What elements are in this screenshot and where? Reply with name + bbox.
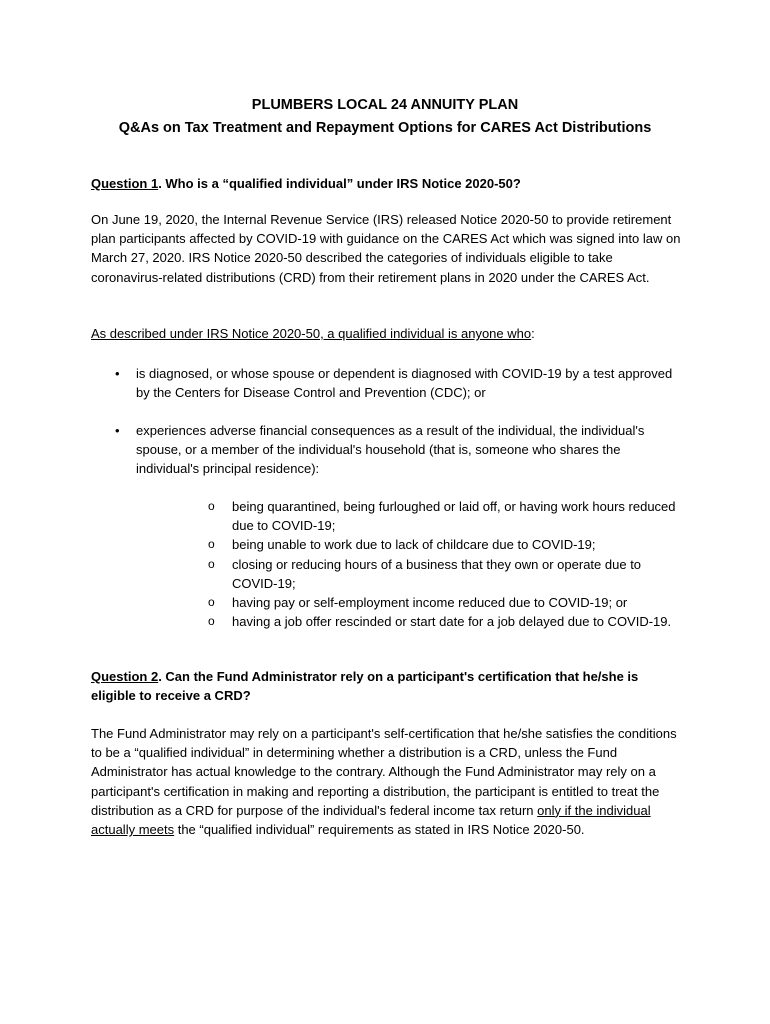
question-2-answer-part-1: The Fund Administrator may rely on a participant's self-certification that he/she satisfies the conditions to be a “qualified individual” in determining whether a distribution is a CRD, unless the Fund Administrator has actual knowledge to the contrary. Although the Fund Administrator may rely on a participant's certification in making and reporting a distribution, the participant is entitled to treat the distribution as a CRD for purpose of the individual's federal income tax return (91, 726, 677, 818)
question-1-text: . Who is a “qualified individual” under IRS Notice 2020-50? (158, 176, 521, 191)
consequence-text: having a job offer rescinded or start date for a job delayed due to COVID-19. (232, 614, 672, 630)
consequence-text: being unable to work due to lack of childcare due to COVID-19; (232, 537, 596, 553)
list-item (208, 535, 678, 554)
criteria-text: is diagnosed, or whose spouse or dependent is diagnosed with COVID-19 by a test approved by the Centers for Disease Control and Prevention (CDC); or (136, 366, 673, 401)
qualified-individual-lead-colon: : (531, 326, 535, 341)
circle-bullet-icon: o (208, 614, 215, 629)
circle-bullet-icon: o (208, 556, 215, 571)
question-1-answer: On June 19, 2020, the Internal Revenue Service (IRS) released Notice 2020-50 to provide retirement plan participants affected by COVID-19 with guidance on the CARES Act which was signed into law on March 27, 2020. IRS Notice 2020-50 described the categories of individuals eligible to take coronavirus-related distributions (CRD) from their retirement plans in 2020 under the CARES Act. (91, 212, 681, 285)
consequence-text: being quarantined, being furloughed or laid off, or having work hours reduced due to COVID-19; (232, 499, 676, 534)
consequence-text: having pay or self-employment income reduced due to COVID-19; or (232, 595, 628, 611)
list-item (208, 593, 678, 612)
criteria-text: experiences adverse financial consequences as a result of the individual, the individual's spouse, or a member of the individual's household (that is, someone who shares the individual's principal residence): (136, 423, 645, 477)
consequence-text: closing or reducing hours of a business that they own or operate due to COVID-19; (232, 556, 642, 591)
circle-bullet-icon: o (208, 537, 215, 552)
criteria-list-part-1 (112, 364, 687, 402)
circle-bullet-icon: o (208, 595, 215, 610)
qualified-individual-lead-text: As described under IRS Notice 2020-50, a qualified individual is anyone who (91, 326, 532, 341)
question-2-answer (91, 724, 687, 839)
circle-bullet-icon: o (208, 499, 215, 513)
question-1-heading (91, 174, 691, 193)
question-2-heading (91, 667, 671, 705)
list-item (208, 612, 678, 631)
list-item (112, 421, 687, 479)
list-item (112, 364, 687, 402)
list-item (208, 555, 678, 593)
adverse-consequences-list (208, 497, 678, 631)
list-item (208, 497, 678, 535)
question-2-text: . Can the Fund Administrator rely on a participant's certification that he/she is eligible to receive a CRD? (91, 669, 639, 704)
question-2-answer-part-2: the “qualified individual” requirements as stated in IRS Notice 2020-50. (174, 822, 585, 838)
bullet-icon: • (115, 366, 120, 381)
document-title: PLUMBERS LOCAL 24 ANNUITY PLAN (251, 97, 519, 113)
document-subtitle: Q&As on Tax Treatment and Repayment Options for CARES Act Distributions (118, 120, 652, 136)
question-1-label: Question 1 (91, 176, 159, 191)
question-2-answer-emphasis: only if the individual actually meets (91, 802, 651, 838)
criteria-list-part-2 (112, 421, 687, 479)
question-2-label: Question 2 (91, 669, 159, 684)
bullet-icon: • (115, 423, 120, 438)
qualified-individual-lead (91, 324, 691, 343)
